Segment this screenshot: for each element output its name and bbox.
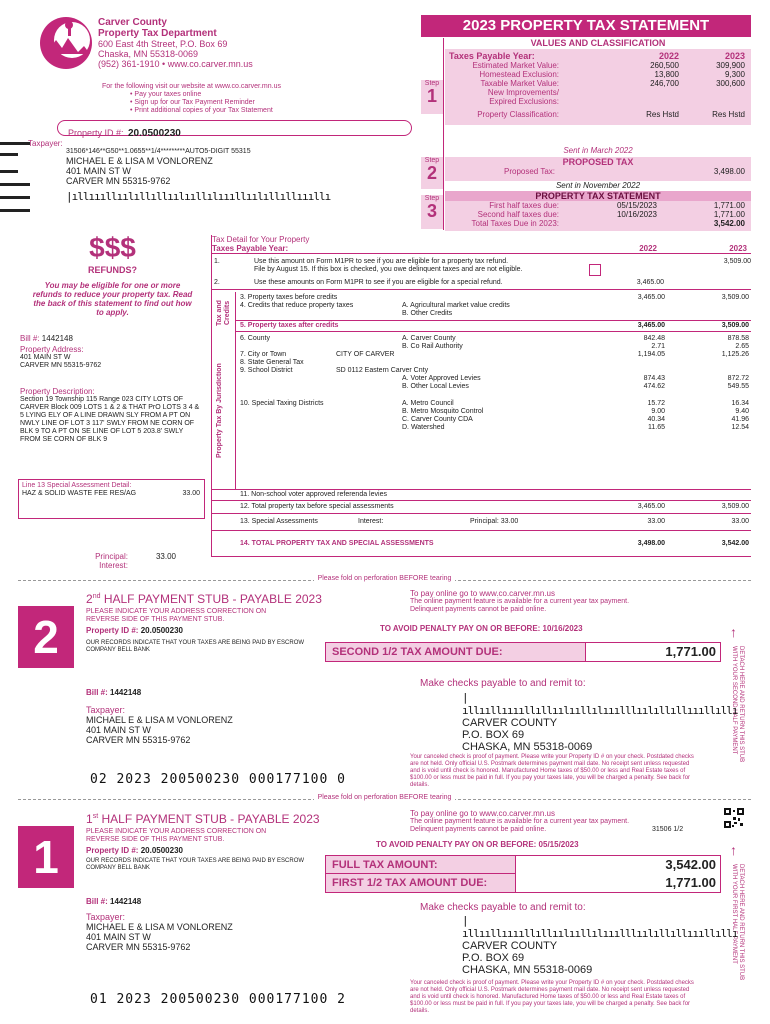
sent-november: Sent in November 2022 — [555, 181, 641, 190]
stub-1-bill-label: Bill #: — [86, 897, 108, 906]
stub-1-taxpayer-label: Taxpayer: — [86, 912, 126, 922]
line-6: 6. County — [240, 335, 270, 342]
values-row: Taxable Market Value: 246,700 300,600 — [480, 79, 745, 88]
line-5: 5. Property taxes after credits — [240, 322, 339, 329]
stub-2-taxpayer-street: 401 MAIN ST W — [86, 725, 151, 735]
stub-1-online-note: The online payment feature is available for a current year tax payment. — [410, 818, 630, 825]
stub-2-arrow-icon: ↑ — [730, 624, 737, 640]
first-half-date: 05/15/2023 — [616, 201, 657, 210]
property-description-label: Property Description: — [20, 387, 95, 396]
first-half-label: First half taxes due: — [489, 201, 559, 210]
bill-number: 1442148 — [41, 334, 73, 343]
delinquent-checkbox[interactable] — [589, 264, 601, 276]
stub-2-scanline: 02 2023 200500230 000177100 0 — [90, 772, 346, 787]
statement-box-title: PROPERTY TAX STATEMENT — [445, 191, 751, 201]
values-year-label: Taxes Payable Year: — [449, 51, 535, 61]
stub-1-number: 1 — [18, 826, 74, 888]
credits-side-label: Tax and Credits — [216, 300, 231, 326]
qr-code-icon — [724, 808, 744, 828]
property-address-2: CARVER MN 55315-9762 — [20, 362, 102, 369]
property-description: Section 19 Township 115 Range 023 CITY LOTS OF CARVER Block 009 LOTS 1 & 2 & THAT PrO LOTS 3 4 & 5 LYING ELY OF A LINE DRAWN SLY FROM A PT ON NWLY LINE OF LOT 3 117' SWLY FROM NE CORN OF BLK 9 TO A PT ON SE LINE OF LOT 5 203.8' SWLY FROM SE CORN OF BLK 9 — [20, 396, 200, 443]
proposed-value: 3,498.00 — [713, 167, 745, 176]
values-row: New Improvements/ — [487, 88, 559, 97]
stub-1-taxpayer-name: MICHAEL E & LISA M VONLORENZ — [86, 922, 233, 932]
line-2-text: Use these amounts on Form M1PR to see if you are eligible for a special refund. — [254, 279, 503, 286]
statement-box — [445, 191, 751, 231]
special-assessment-box — [18, 479, 205, 519]
stub-1-full-label: FULL TAX AMOUNT: — [326, 856, 516, 874]
stub-1-sequence: 31506 1/2 — [652, 826, 684, 833]
stub-1-full-amount: 3,542.00 — [665, 857, 716, 872]
interest-label: Interest: — [99, 561, 128, 570]
department-name: Property Tax Department — [98, 28, 217, 39]
detail-year-label: Taxes Payable Year: — [212, 244, 289, 253]
stub-1-amount-box — [325, 855, 721, 893]
stub-2-online-note: The online payment feature is available for a current year tax payment. — [410, 598, 630, 605]
stub-2-due-amount: 1,771.00 — [665, 644, 716, 659]
stub-1-property-id: 20.0500230 — [140, 846, 183, 855]
property-address-label: Property Address: — [20, 345, 84, 354]
stub-1-remit-barcode: |ıllııllııııllıllıılııllılııılllıılıllıllıııllıllı — [462, 914, 738, 940]
stub-2-avoid-penalty: TO AVOID PENALTY PAY ON OR BEFORE: 10/16/2023 — [380, 624, 583, 633]
stub-2-number: 2 — [18, 606, 74, 668]
line-14-total: 14. TOTAL PROPERTY TAX AND SPECIAL ASSESSMENTS — [240, 540, 434, 547]
stub-2-bill-label: Bill #: — [86, 688, 108, 697]
county-logo — [38, 14, 94, 72]
line-2-2022: 3,465.00 — [636, 279, 664, 286]
stub-1-escrow: OUR RECORDS INDICATE THAT YOUR TAXES ARE BEING PAID BY ESCROW COMPANY BELL BANK — [86, 858, 305, 871]
stub-2-online-link[interactable]: To pay online go to www.co.carver.mn.us — [410, 589, 555, 598]
proposed-box — [445, 157, 751, 181]
refunds-title: REFUNDS? — [88, 265, 137, 275]
stub-1-remit-box: P.O. BOX 69 — [462, 952, 525, 964]
stub-1-remit-name: CARVER COUNTY — [462, 940, 558, 952]
values-row: Property Classification: Res Hstd Res Hstd — [477, 110, 745, 119]
step-3-marker: Step 3 — [421, 195, 443, 229]
bullet-pay-online: • Pay your taxes online — [130, 91, 202, 98]
stub-2-property-id: 20.0500230 — [140, 626, 183, 635]
stub-1-title: 1st HALF PAYMENT STUB - PAYABLE 2023 — [86, 812, 320, 826]
line-1-text: Use this amount on Form M1PR to see if you are eligible for a property tax refund. File by August 15. If this box is checked, you owe delinquent taxes and are not eligible. — [254, 258, 523, 273]
line-10: 10. Special Taxing Districts — [240, 400, 324, 407]
stub-1-online-link[interactable]: To pay online go to www.co.carver.mn.us — [410, 809, 555, 818]
fold-instruction-1: Please fold on perforation BEFORE tearing — [18, 575, 751, 583]
stub-1-checks-payable: Make checks payable to and remit to: — [420, 902, 586, 913]
values-year-a: 2022 — [658, 51, 679, 61]
principal-value: 33.00 — [155, 552, 176, 561]
stub-2-due-box — [325, 642, 721, 662]
jurisdiction-side-label: Property Tax By Jurisdiction — [216, 363, 223, 459]
fold-instruction-2: Please fold on perforation BEFORE tearing — [18, 794, 751, 802]
stub-1-indicate: PLEASE INDICATE YOUR ADDRESS CORRECTION ON REVERSE SIDE OF THIS PAYMENT STUB. — [86, 828, 267, 843]
bullet-print: • Print additional copies of your Tax Statement — [130, 107, 273, 114]
stub-2-proof-note: Your canceled check is proof of payment. Please write your Property ID # on your check. Postdated checks are not held. Only official U.S. Postmark determines payment mail date. No receipt sent unless requested and is void until check is honored. Manufactured Home taxes of $50.00 or less and Real Estate taxes of $100.00 or less must be paid in full. If you pay your taxes late, you will be charged a penalty. See back for details. — [410, 754, 694, 788]
detail-year-b: 2023 — [729, 244, 747, 253]
stub-2-online-delinquent: Delinquent payments cannot be paid online. — [410, 606, 547, 613]
bullet-reminder: • Sign up for our Tax Payment Reminder — [130, 99, 255, 106]
stub-2-due-label: SECOND 1/2 TAX AMOUNT DUE: — [326, 643, 586, 661]
total-due-label: Total Taxes Due in 2023: — [471, 219, 559, 228]
stub-1-online-delinquent: Delinquent payments cannot be paid online. — [410, 826, 547, 833]
taxpayer-city: CARVER MN 55315-9762 — [66, 176, 171, 186]
taxpayer-name: MICHAEL E & LISA M VONLORENZ — [66, 156, 213, 166]
special-assessment-label: Line 13 Special Assessment Detail: — [22, 482, 132, 489]
stub-2-taxpayer-city: CARVER MN 55315-9762 — [86, 735, 191, 745]
second-half-label: Second half taxes due: — [477, 210, 559, 219]
stub-1-remit-city: CHASKA, MN 55318-0069 — [462, 964, 593, 976]
property-id-label: Property ID #: — [68, 128, 124, 138]
mail-sort-line: 31506*146**G50**1.0655**1/4*********AUTO5-DIGIT 55315 — [66, 148, 251, 155]
stub-1-arrow-icon: ↑ — [730, 842, 737, 858]
stub-2-escrow: OUR RECORDS INDICATE THAT YOUR TAXES ARE BEING PAID BY ESCROW COMPANY BELL BANK — [86, 640, 305, 653]
stub-2-remit-barcode: |ıllııllııııllıllıılııllılııılllıılıllıllıııllıllı — [462, 691, 738, 717]
line-11: 11. Non-school voter approved referenda levies — [240, 491, 387, 498]
property-id-value: 20.0500230 — [127, 128, 181, 139]
first-half-amount: 1,771.00 — [713, 201, 745, 210]
line-13: 13. Special Assessments — [240, 518, 318, 525]
refunds-text: You may be eligible for one or more refunds to reduce your property tax. Read the back of this statement to find out how to apply. — [32, 281, 193, 317]
bill-label: Bill #: — [20, 334, 40, 343]
stub-1-due-label: FIRST 1/2 TAX AMOUNT DUE: — [326, 874, 516, 892]
special-assessment-item: HAZ & SOLID WASTE FEE RES/AG — [22, 490, 137, 497]
second-half-amount: 1,771.00 — [713, 210, 745, 219]
special-assessment-amount: 33.00 — [182, 490, 200, 497]
line-9: 9. School District — [240, 367, 293, 374]
stub-2-remit-box: P.O. BOX 69 — [462, 729, 525, 741]
stub-1-bill-number: 1442148 — [110, 897, 142, 906]
stub-1-due-amount: 1,771.00 — [665, 875, 716, 890]
sent-march: Sent in March 2022 — [563, 146, 633, 155]
second-half-date: 10/16/2023 — [616, 210, 657, 219]
stub-2-title: 2nd HALF PAYMENT STUB - PAYABLE 2023 — [86, 592, 322, 606]
stub-2-bill-number: 1442148 — [110, 688, 142, 697]
stub-1-avoid-penalty: TO AVOID PENALTY PAY ON OR BEFORE: 05/15/2023 — [376, 840, 579, 849]
stub-1-scanline: 01 2023 200500230 000177100 2 — [90, 992, 346, 1007]
principal-label: Principal: — [95, 552, 128, 561]
taxpayer-street: 401 MAIN ST W — [66, 166, 131, 176]
edge-marks — [0, 142, 32, 212]
total-due-amount: 3,542.00 — [713, 219, 745, 228]
stub-2-remit-name: CARVER COUNTY — [462, 717, 558, 729]
refund-symbol: $$$ — [89, 232, 136, 263]
stub-2-taxpayer-label: Taxpayer: — [86, 705, 126, 715]
proposed-label: Proposed Tax: — [504, 167, 555, 176]
proposed-title: PROPOSED TAX — [562, 157, 634, 167]
line-7: 7. City or Town — [240, 351, 287, 358]
line-1-2023: 3,509.00 — [723, 258, 751, 265]
visit-website-text: For the following visit our website at www.co.carver.mn.us — [102, 83, 281, 90]
detail-year-a: 2022 — [639, 244, 657, 253]
values-year-b: 2023 — [724, 51, 745, 61]
step-2-marker: Step 2 — [421, 157, 443, 189]
stub-1-proof-note: Your canceled check is proof of payment. Please write your Property ID # on your check. Postdated checks are not held. Only official U.S. Postmark determines payment mail date. No receipt sent unless requested and is void until check is honored. Manufactured Home taxes of $50.00 or less and Real Estate taxes of $100.00 or less must be paid in full. If you pay your taxes late, you will be charged a penalty. See back for details. — [410, 980, 694, 1014]
line-12: 12. Total property tax before special assessments — [240, 503, 394, 510]
line-3: 3. Property taxes before credits — [240, 294, 338, 301]
values-table — [445, 49, 751, 125]
county-city: Chaska, MN 55318-0069 — [98, 49, 199, 59]
values-title: VALUES AND CLASSIFICATION — [530, 38, 666, 48]
line-8: 8. State General Tax — [240, 359, 304, 366]
stub-1-detach-text: DETACH HERE AND RETURN THIS STUB WITH YOUR FIRST HALF PAYMENT — [731, 864, 744, 981]
taxpayer-label: Taxpayer: — [28, 139, 63, 148]
property-address-1: 401 MAIN ST W — [20, 354, 71, 361]
postal-barcode: |ıllıııllıılıllıllıılııllılıııllıılıllıllıııllı — [66, 190, 331, 203]
county-name: Carver County — [98, 17, 167, 28]
stub-2-indicate: PLEASE INDICATE YOUR ADDRESS CORRECTION ON REVERSE SIDE OF THIS PAYMENT STUB. — [86, 608, 267, 623]
stub-2-detach-text: DETACH HERE AND RETURN THIS STUB WITH YOUR SECOND HALF PAYMENT — [731, 646, 744, 763]
property-id-box — [57, 120, 412, 139]
line-4: 4. Credits that reduce property taxes — [240, 302, 354, 309]
stub-1-taxpayer-street: 401 MAIN ST W — [86, 932, 151, 942]
stub-1-taxpayer-city: CARVER MN 55315-9762 — [86, 942, 191, 952]
stub-1-property-id-label: Property ID #: — [86, 846, 139, 855]
stub-2-taxpayer-name: MICHAEL E & LISA M VONLORENZ — [86, 715, 233, 725]
stub-2-remit-city: CHASKA, MN 55318-0069 — [462, 741, 593, 753]
step-1-marker: Step 1 — [421, 80, 443, 114]
stub-2-checks-payable: Make checks payable to and remit to: — [420, 678, 586, 689]
values-row: Homestead Exclusion: 13,800 9,300 — [479, 70, 745, 79]
county-contact: (952) 361-1910 • www.co.carver.mn.us — [98, 59, 253, 69]
tax-detail-title: Tax Detail for Your Property — [212, 235, 310, 244]
stub-2-property-id-label: Property ID #: — [86, 626, 139, 635]
values-row: Estimated Market Value: 260,500 309,900 — [472, 61, 745, 70]
statement-title: 2023 PROPERTY TAX STATEMENT — [421, 15, 751, 37]
values-row: Expired Exclusions: — [489, 97, 559, 106]
county-address: 600 East 4th Street, P.O. Box 69 — [98, 39, 228, 49]
